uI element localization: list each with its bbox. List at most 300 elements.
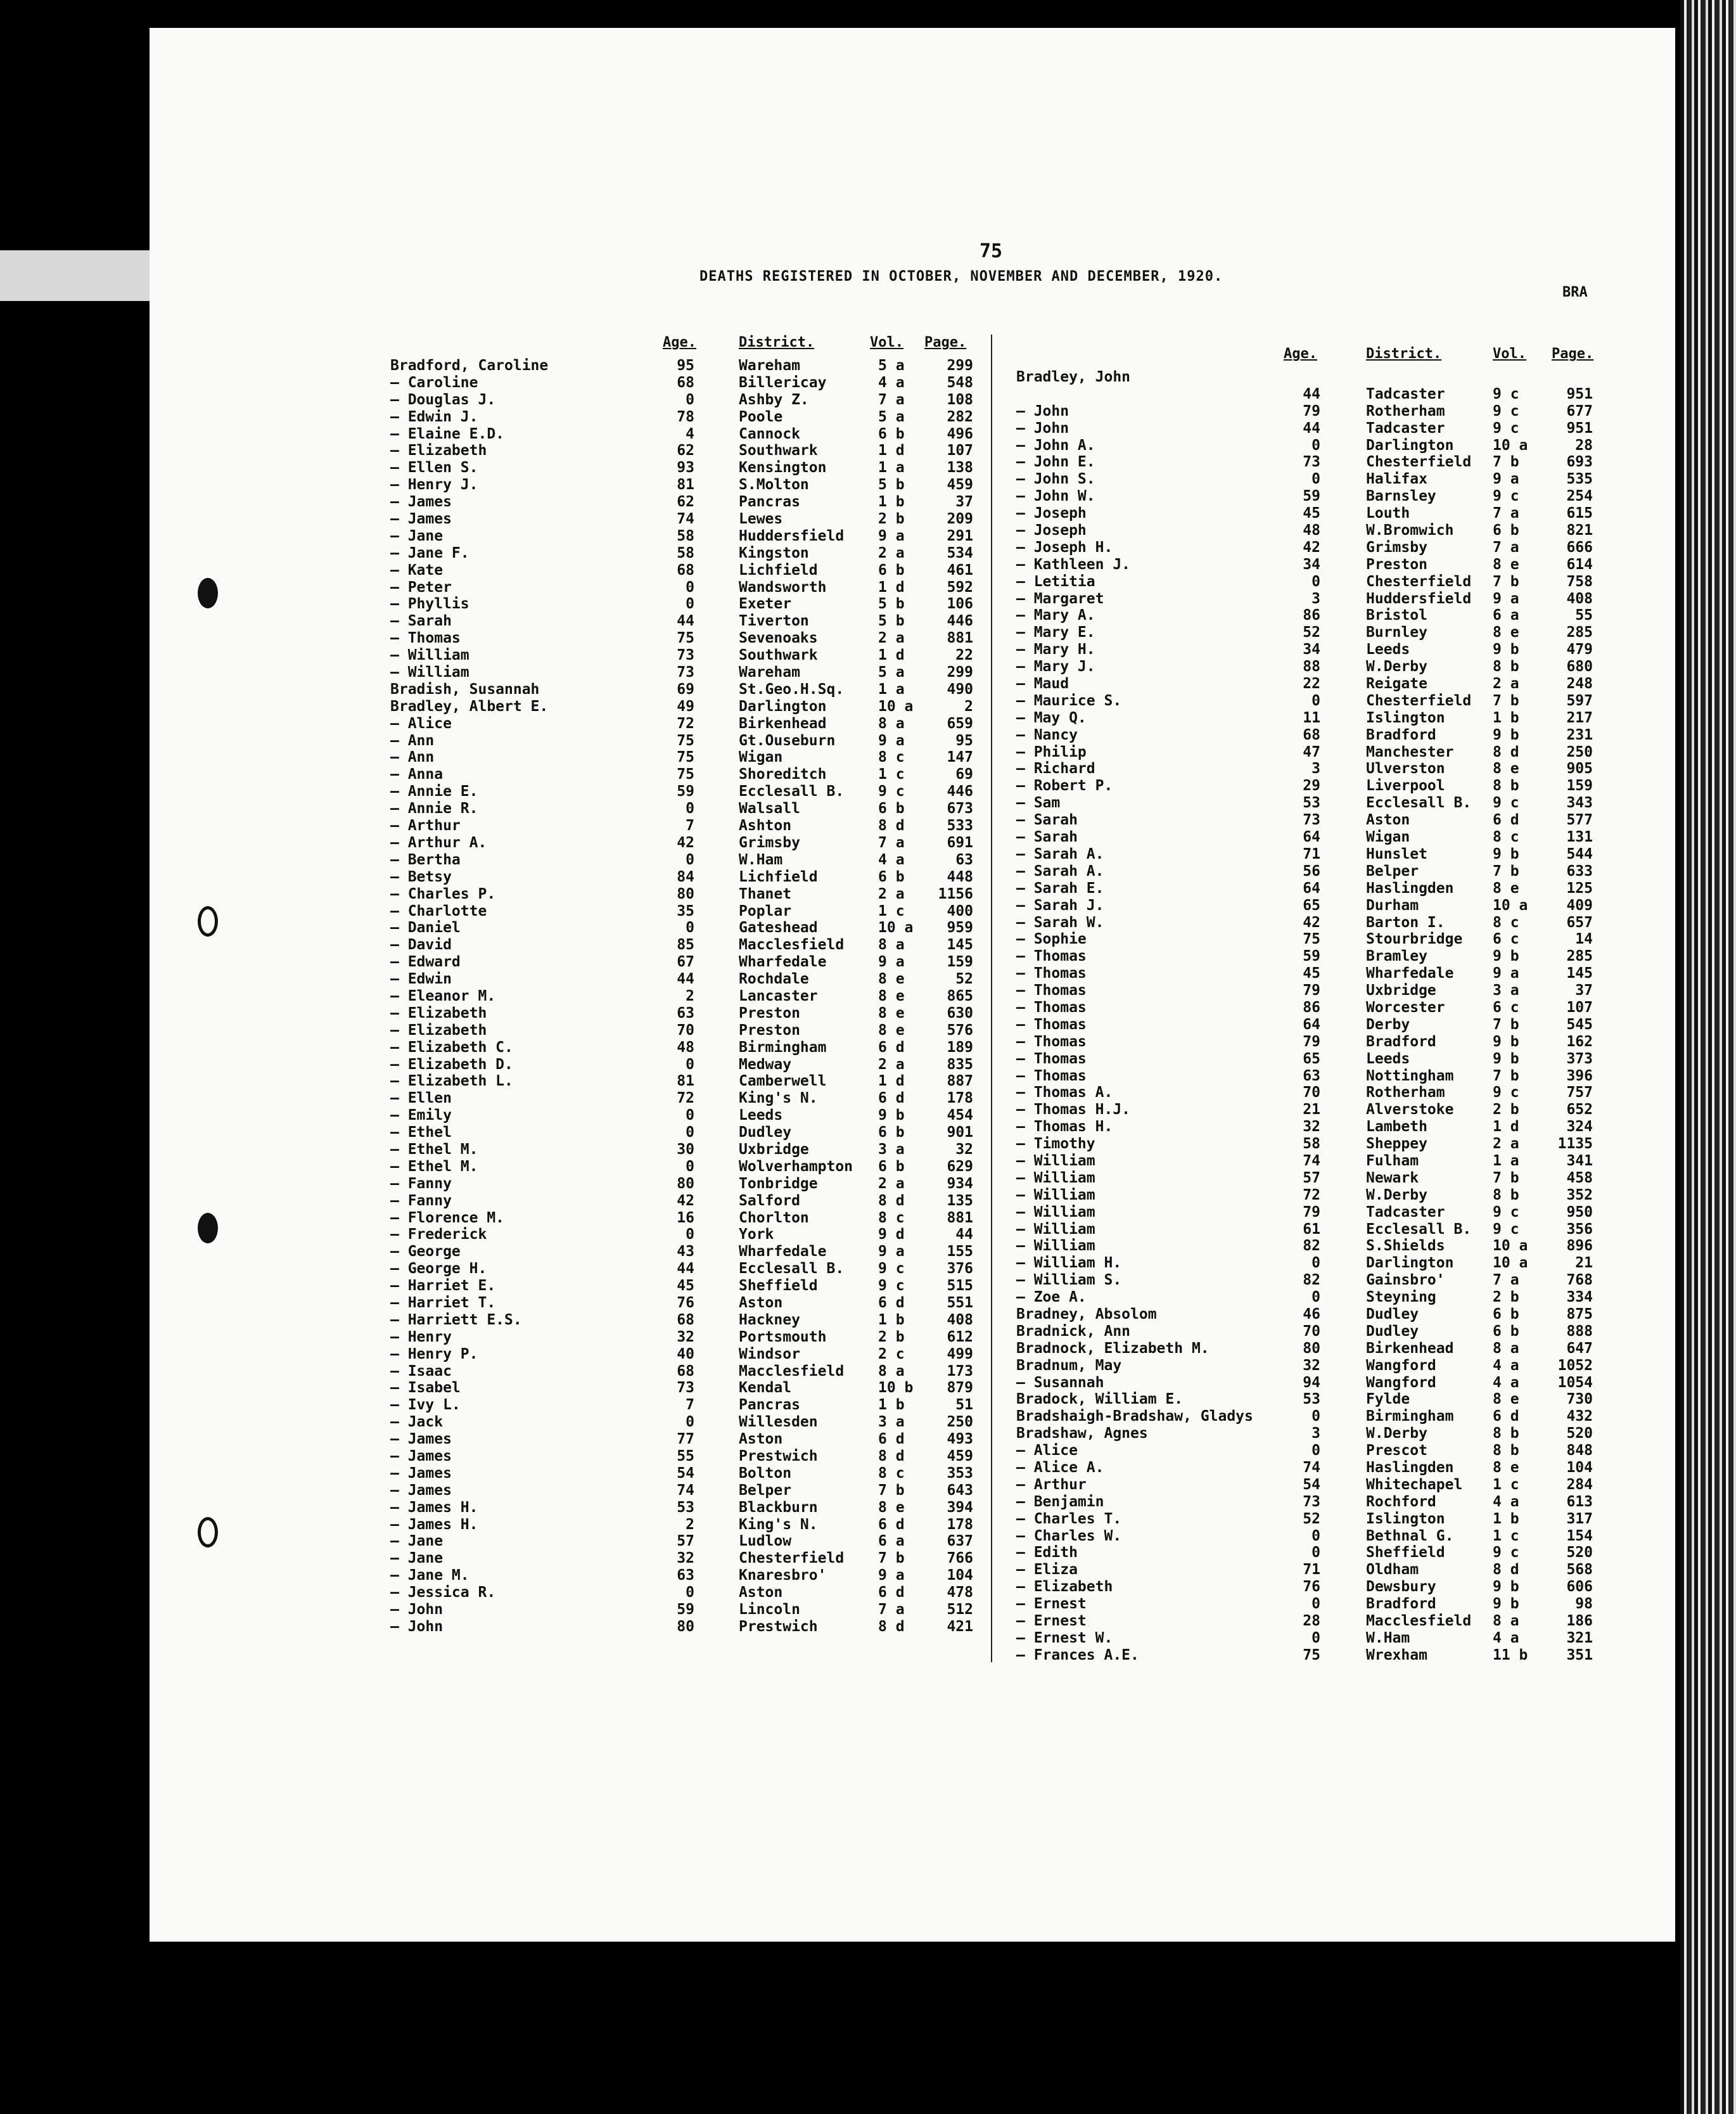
entry-page: 657: [1566, 914, 1593, 931]
entry-age: 34: [1303, 556, 1320, 573]
entry-name: — Charles W.: [1016, 1527, 1122, 1544]
entry-age: 70: [1303, 1084, 1320, 1101]
entry-vol: 8 e: [878, 1022, 905, 1039]
entry-age: 0: [1312, 1544, 1320, 1561]
entry-district: W.Derby: [1366, 1186, 1427, 1203]
entry-age: 42: [1303, 539, 1320, 556]
entry-page: 373: [1566, 1050, 1593, 1067]
entry-vol: 7 a: [878, 391, 905, 408]
entry-district: Chesterfield: [1366, 573, 1472, 590]
entry-name: — Ivy L.: [390, 1397, 461, 1414]
entry-name: — John A.: [1016, 437, 1095, 454]
entry-page: 677: [1566, 402, 1593, 420]
entry-vol: 6 b: [878, 1124, 905, 1141]
entry-page: 131: [1566, 829, 1593, 846]
entry-vol: 5 b: [878, 596, 905, 613]
entry-name: — Edwin J.: [390, 408, 478, 425]
entry-district: Bradford: [1366, 726, 1436, 743]
entry-vol: 8 c: [878, 1209, 905, 1226]
entry-name: — Mary E.: [1016, 624, 1095, 641]
entry-age: 21: [1303, 1101, 1320, 1118]
entry-vol: 9 b: [1493, 1596, 1519, 1613]
entry-name: — Thomas: [1016, 999, 1087, 1016]
entry-name: — Alice: [390, 715, 452, 732]
entry-district: Bramley: [1366, 948, 1427, 965]
entry-vol: 1 d: [878, 442, 905, 459]
entry-vol: 8 d: [878, 1448, 905, 1464]
entry-name: — Sarah: [1016, 812, 1078, 829]
entry-page: 2: [964, 698, 973, 715]
entry-district: Walsall: [739, 800, 800, 817]
entry-district: Ashton: [739, 817, 792, 835]
entry-district: W.Bromwich: [1366, 522, 1454, 539]
entry-name: — Florence M.: [390, 1209, 505, 1226]
entry-page: 493: [947, 1431, 973, 1448]
entry-page: 154: [1566, 1527, 1593, 1544]
entry-name: — Elizabeth C.: [390, 1039, 513, 1056]
entry-vol: 10 a: [878, 698, 914, 715]
entry-district: Worcester: [1366, 999, 1445, 1016]
entry-vol: 6 d: [1493, 1408, 1519, 1425]
entry-name: — Emily: [390, 1107, 452, 1124]
entry-name: — John S.: [1016, 471, 1095, 488]
entry-vol: 1 c: [878, 766, 905, 783]
entry-age: 32: [1303, 1118, 1320, 1136]
entry-age: 84: [677, 868, 694, 885]
entry-district: Derby: [1366, 1016, 1410, 1033]
entry-vol: 9 c: [1493, 1203, 1519, 1220]
entry-page: 535: [1566, 471, 1593, 488]
entry-age: 79: [1303, 1203, 1320, 1220]
entry-name: — Thomas: [1016, 965, 1087, 982]
entry-name: — Douglas J.: [390, 391, 496, 408]
entry-age: 42: [677, 1192, 694, 1209]
entry-vol: 8 e: [878, 1499, 905, 1516]
entry-age: 2: [686, 987, 694, 1004]
entry-page: 673: [947, 800, 973, 817]
entry-age: 85: [677, 937, 694, 954]
entry-name: — Ernest: [1016, 1596, 1087, 1613]
entry-age: 35: [677, 902, 694, 919]
entry-vol: 7 b: [1493, 454, 1519, 471]
entry-page: 461: [947, 561, 973, 579]
entry-vol: 6 d: [878, 1584, 905, 1601]
entry-name: — Nancy: [1016, 726, 1078, 743]
entry-page: 22: [955, 647, 973, 664]
entry-vol: 7 b: [878, 1482, 905, 1499]
entry-name: — May Q.: [1016, 709, 1087, 726]
entry-name: — Maurice S.: [1016, 692, 1122, 709]
entry-district: Darlington: [1366, 1255, 1454, 1272]
entry-vol: 1 a: [878, 681, 905, 698]
entry-age: 0: [1312, 1596, 1320, 1613]
entry-vol: 5 a: [878, 357, 905, 374]
entry-page: 647: [1566, 1340, 1593, 1357]
entry-page: 324: [1566, 1118, 1593, 1136]
entry-district: Wareham: [739, 357, 800, 374]
entry-age: 93: [677, 459, 694, 477]
entry-page: 376: [947, 1260, 973, 1278]
entry-district: W.Derby: [1366, 1425, 1427, 1442]
entry-vol: 6 d: [878, 1294, 905, 1311]
entry-page: 250: [947, 1414, 973, 1431]
entry-district: Cannock: [739, 425, 800, 442]
entry-age: 74: [1303, 1459, 1320, 1476]
entry-age: 32: [677, 1328, 694, 1345]
entry-vol: 8 c: [878, 749, 905, 766]
entry-age: 75: [1303, 1646, 1320, 1663]
entry-district: Lambeth: [1366, 1118, 1427, 1136]
entry-district: Ecclesall B.: [739, 783, 845, 800]
entry-district: York: [739, 1226, 774, 1243]
entry-name: — Joseph: [1016, 505, 1087, 522]
entry-district: Manchester: [1366, 743, 1454, 760]
entry-district: Kensington: [739, 459, 827, 477]
district-header: District.: [739, 335, 815, 350]
entry-name: Bradford, Caroline: [390, 357, 549, 374]
entry-name: — Henry P.: [390, 1345, 478, 1362]
entry-age: 3: [1312, 1425, 1320, 1442]
entry-vol: 9 b: [1493, 641, 1519, 658]
entry-page: 881: [947, 630, 973, 647]
entry-vol: 8 b: [1493, 1425, 1519, 1442]
entry-age: 42: [677, 834, 694, 851]
entry-vol: 2 c: [878, 1345, 905, 1362]
entry-name: — Sarah: [1016, 829, 1078, 846]
entry-vol: 4 a: [1493, 1493, 1519, 1510]
entry-name: — Annie R.: [390, 800, 478, 817]
entry-district: Preston: [739, 1022, 800, 1039]
entry-age: 0: [686, 1158, 694, 1175]
entry-district: Billericay: [739, 374, 827, 391]
entry-name: — Richard: [1016, 760, 1095, 778]
entry-page: 44: [955, 1226, 973, 1243]
entry-age: 28: [1303, 1613, 1320, 1630]
entry-vol: 6 b: [878, 868, 905, 885]
entry-name: — Eliza: [1016, 1561, 1078, 1579]
entry-page: 901: [947, 1124, 973, 1141]
entry-district: Chesterfield: [1366, 454, 1472, 471]
entry-page: 879: [947, 1380, 973, 1397]
entry-district: Rochdale: [739, 971, 809, 988]
entry-age: 73: [677, 647, 694, 664]
entry-page: 606: [1566, 1579, 1593, 1596]
entry-name: — Kathleen J.: [1016, 556, 1131, 573]
entry-vol: 2 a: [878, 630, 905, 647]
entry-district: Tiverton: [739, 613, 809, 630]
entry-district: Belper: [1366, 862, 1419, 880]
entry-age: 68: [677, 1311, 694, 1328]
entry-district: Barnsley: [1366, 488, 1436, 505]
entry-age: 81: [677, 477, 694, 494]
entry-name: — Thomas A.: [1016, 1084, 1113, 1101]
entry-district: W.Ham: [739, 851, 783, 868]
entry-name: — Jane: [390, 527, 444, 544]
entry-page: 356: [1566, 1220, 1593, 1238]
entry-page: 138: [947, 459, 973, 477]
entry-page: 896: [1566, 1238, 1593, 1255]
entry-district: Huddersfield: [739, 527, 845, 544]
entry-district: Windsor: [739, 1345, 800, 1362]
entry-name: — Zoe A.: [1016, 1289, 1087, 1306]
entry-district: Tadcaster: [1366, 385, 1445, 402]
entry-age: 0: [1312, 1289, 1320, 1306]
entry-district: Wharfedale: [739, 954, 827, 971]
entry-name: — Henry J.: [390, 477, 478, 494]
entry-vol: 9 c: [878, 783, 905, 800]
entry-vol: 4 a: [878, 374, 905, 391]
entry-name: Bradshaigh-Bradshaw, Gladys: [1016, 1408, 1253, 1425]
entry-district: Prestwich: [739, 1618, 818, 1635]
entry-age: 65: [1303, 1050, 1320, 1067]
entry-page: 630: [947, 1004, 973, 1022]
entry-page: 55: [1575, 607, 1593, 624]
entry-vol: 1 d: [878, 1073, 905, 1090]
entry-district: Reigate: [1366, 676, 1427, 693]
entry-name: — Isaac: [390, 1362, 452, 1380]
entry-age: 0: [686, 1056, 694, 1073]
entry-district: Southwark: [739, 647, 818, 664]
entry-district: Preston: [739, 1004, 800, 1022]
entry-age: 74: [1303, 1152, 1320, 1169]
entry-page: 496: [947, 425, 973, 442]
entry-district: Darlington: [739, 698, 827, 715]
entry-age: 73: [677, 1380, 694, 1397]
entry-district: Macclesfield: [739, 937, 845, 954]
entry-name: — Isabel: [390, 1380, 461, 1397]
entry-name: — Bertha: [390, 851, 461, 868]
entry-vol: 1 c: [1493, 1527, 1519, 1544]
entry-vol: 6 a: [878, 1533, 905, 1550]
entry-age: 7: [686, 817, 694, 835]
entry-page: 490: [947, 681, 973, 698]
entry-name: — Sarah E.: [1016, 880, 1104, 897]
entry-age: 11: [1303, 709, 1320, 726]
entry-vol: 9 b: [1493, 948, 1519, 965]
entry-age: 0: [686, 391, 694, 408]
entry-name: — David: [390, 937, 452, 954]
entry-district: Huddersfield: [1366, 590, 1472, 607]
entry-vol: 6 d: [878, 1516, 905, 1533]
entry-page: 951: [1566, 420, 1593, 437]
entry-age: 0: [1312, 573, 1320, 590]
entry-page: 515: [947, 1278, 973, 1295]
entry-district: King's N.: [739, 1090, 818, 1107]
entry-district: Pancras: [739, 1397, 800, 1414]
entry-district: Leeds: [739, 1107, 783, 1124]
entry-district: Belper: [739, 1482, 792, 1499]
entry-district: Tonbridge: [739, 1175, 818, 1192]
entry-name: — George H.: [390, 1260, 487, 1278]
entry-name: — Sarah A.: [1016, 845, 1104, 862]
entry-page: 730: [1566, 1391, 1593, 1408]
entry-vol: 2 a: [1493, 1136, 1519, 1153]
entry-name: — Thomas: [1016, 1050, 1087, 1067]
entry-age: 74: [677, 1482, 694, 1499]
entry-page: 615: [1566, 505, 1593, 522]
entry-vol: 7 a: [878, 834, 905, 851]
entry-vol: 2 a: [878, 544, 905, 561]
entry-vol: 9 b: [1493, 1033, 1519, 1050]
entry-vol: 7 a: [1493, 505, 1519, 522]
entry-age: 44: [1303, 385, 1320, 402]
entry-age: 80: [1303, 1340, 1320, 1357]
entry-page: 544: [1566, 845, 1593, 862]
entry-page: 888: [1566, 1323, 1593, 1340]
entry-name: — Fanny: [390, 1175, 452, 1192]
entry-age: 76: [677, 1294, 694, 1311]
entry-name: — George: [390, 1243, 461, 1260]
entry-district: Liverpool: [1366, 778, 1445, 795]
entry-age: 61: [1303, 1220, 1320, 1238]
entry-vol: 9 a: [878, 1567, 905, 1584]
entry-page: 848: [1566, 1442, 1593, 1459]
entry-name: — Thomas: [1016, 1067, 1087, 1084]
entry-vol: 6 d: [1493, 812, 1519, 829]
entry-page: 446: [947, 783, 973, 800]
entry-page: 14: [1575, 931, 1593, 948]
entry-name: — William: [1016, 1238, 1095, 1255]
entry-district: Wangford: [1366, 1357, 1436, 1374]
entry-age: 46: [1303, 1305, 1320, 1323]
entry-district: Wangford: [1366, 1374, 1436, 1391]
entry-age: 54: [677, 1464, 694, 1482]
entry-district: Louth: [1366, 505, 1410, 522]
entry-age: 57: [1303, 1169, 1320, 1186]
entry-district: Grimsby: [739, 834, 800, 851]
entry-age: 76: [1303, 1579, 1320, 1596]
district-header: District.: [1366, 346, 1442, 362]
entry-vol: 1 b: [1493, 1510, 1519, 1527]
entry-age: 68: [677, 561, 694, 579]
entry-age: 65: [1303, 897, 1320, 914]
entry-vol: 9 b: [1493, 726, 1519, 743]
entry-name: — Alice: [1016, 1442, 1078, 1459]
entry-name: — James: [390, 1464, 452, 1482]
entry-age: 0: [686, 579, 694, 596]
entry-name: — Anna: [390, 766, 444, 783]
entry-name: — Phyllis: [390, 596, 469, 613]
entry-page: 334: [1566, 1289, 1593, 1306]
entry-age: 63: [677, 1567, 694, 1584]
entry-name: — Thomas H.: [1016, 1118, 1113, 1136]
entry-page: 652: [1566, 1101, 1593, 1118]
entry-page: 37: [1575, 982, 1593, 999]
entry-name: — Sarah: [390, 613, 452, 630]
entry-vol: 1 d: [878, 579, 905, 596]
entry-page: 186: [1566, 1613, 1593, 1630]
entry-name: — Edwin: [390, 971, 452, 988]
entry-page: 613: [1566, 1493, 1593, 1510]
entry-age: 86: [1303, 999, 1320, 1016]
entry-name: — Ann: [390, 749, 435, 766]
entry-district: Ecclesall B.: [1366, 1220, 1472, 1238]
entry-vol: 5 a: [878, 408, 905, 425]
entry-age: 44: [677, 613, 694, 630]
entry-vol: 1 d: [878, 647, 905, 664]
entry-district: Sheppey: [1366, 1136, 1427, 1153]
entry-page: 409: [1566, 897, 1593, 914]
entry-vol: 8 b: [1493, 658, 1519, 676]
entry-page: 317: [1566, 1510, 1593, 1527]
entry-district: Wigan: [739, 749, 783, 766]
punch-hole: [198, 906, 218, 937]
entry-page: 285: [1566, 948, 1593, 965]
entry-vol: 6 b: [878, 800, 905, 817]
entry-vol: 10 a: [1493, 1238, 1528, 1255]
entry-district: Steyning: [1366, 1289, 1436, 1306]
entry-district: Halifax: [1366, 471, 1427, 488]
entry-name: — Elizabeth: [390, 1004, 487, 1022]
entry-age: 75: [1303, 931, 1320, 948]
entry-page: 821: [1566, 522, 1593, 539]
entry-name: — James: [390, 1448, 452, 1464]
entry-district: Knaresbro': [739, 1567, 827, 1584]
entry-age: 45: [1303, 505, 1320, 522]
entry-name: — Edith: [1016, 1544, 1078, 1561]
entry-age: 0: [1312, 1442, 1320, 1459]
entry-page: 592: [947, 579, 973, 596]
entry-page: 159: [947, 954, 973, 971]
entry-page: 512: [947, 1601, 973, 1618]
entry-district: Bristol: [1366, 607, 1427, 624]
entry-age: 79: [1303, 1033, 1320, 1050]
entry-page: 162: [1566, 1033, 1593, 1050]
entry-age: 80: [677, 885, 694, 902]
entry-name: — Charles P.: [390, 885, 496, 902]
entry-district: Medway: [739, 1056, 792, 1073]
entry-vol: 9 c: [1493, 1220, 1519, 1238]
entry-age: 56: [1303, 862, 1320, 880]
entry-page: 446: [947, 613, 973, 630]
entry-page: 282: [947, 408, 973, 425]
entry-district: Kendal: [739, 1380, 792, 1397]
entry-vol: 8 b: [1493, 778, 1519, 795]
entry-page: 459: [947, 477, 973, 494]
entry-vol: 5 b: [878, 477, 905, 494]
entry-age: 75: [677, 630, 694, 647]
entry-district: Wharfedale: [1366, 965, 1454, 982]
entry-age: 45: [1303, 965, 1320, 982]
entry-age: 16: [677, 1209, 694, 1226]
entry-age: 82: [1303, 1238, 1320, 1255]
entry-district: Wrexham: [1366, 1646, 1427, 1663]
entry-district: Sheffield: [1366, 1544, 1445, 1561]
entry-age: 88: [1303, 658, 1320, 676]
entry-page: 291: [947, 527, 973, 544]
entry-district: Dudley: [1366, 1323, 1419, 1340]
entry-district: Southwark: [739, 442, 818, 459]
entry-district: Nottingham: [1366, 1067, 1454, 1084]
entry-name: — Frederick: [390, 1226, 487, 1243]
entry-name: — Sarah A.: [1016, 862, 1104, 880]
entry-page: 343: [1566, 795, 1593, 812]
entry-district: Rochford: [1366, 1493, 1436, 1510]
entry-age: 54: [1303, 1476, 1320, 1493]
entry-page: 250: [1566, 743, 1593, 760]
entry-name: — Elizabeth: [1016, 1579, 1113, 1596]
entry-vol: 8 d: [878, 1618, 905, 1635]
entry-page: 107: [947, 442, 973, 459]
entry-vol: 9 b: [1493, 845, 1519, 862]
entry-age: 73: [1303, 454, 1320, 471]
entry-name: Bradley, John: [1016, 369, 1131, 385]
entry-age: 70: [1303, 1323, 1320, 1340]
entry-page: 285: [1566, 624, 1593, 641]
entry-name: — William: [1016, 1220, 1095, 1238]
column-divider: [991, 335, 992, 1662]
entry-district: Ecclesall B.: [739, 1260, 845, 1278]
